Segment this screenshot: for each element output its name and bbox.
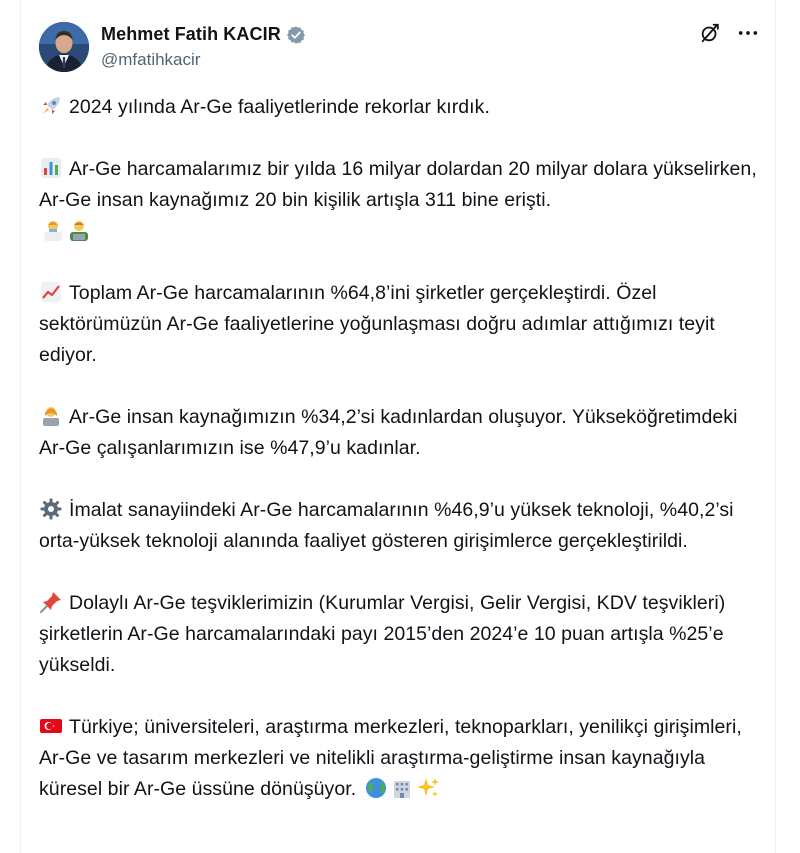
rocket-icon bbox=[39, 94, 63, 118]
woman-technologist-icon bbox=[39, 404, 63, 428]
post-card bbox=[20, 0, 776, 853]
paragraph-text: Türkiye; üniversiteleri, araştırma merkezleri, teknoparkları, yenilikçi girişimleri, Ar-Ge ve tasarım merkezleri ve nitelikli araştırma-geliştirme insan kaynağıyla küresel bir Ar-Ge üssüne dönüşüyor. bbox=[39, 716, 742, 800]
paragraph-text: Toplam Ar-Ge harcamalarının %64,8’ini şirketler gerçekleştirdi. Özel sektörümüzün Ar-Ge faaliyetlerine yoğunlaşması doğru adımlar attığımızı teyit ediyor. bbox=[39, 282, 715, 366]
gear-icon bbox=[39, 497, 63, 521]
chart-increasing-icon bbox=[39, 280, 63, 304]
avatar-image bbox=[39, 22, 89, 72]
author-handle[interactable]: @mfatihkacir bbox=[101, 50, 201, 69]
post-text bbox=[39, 92, 764, 836]
paragraph-incentives bbox=[39, 588, 764, 681]
globe-icon bbox=[364, 776, 388, 800]
sparkles-icon bbox=[416, 776, 440, 800]
post-header bbox=[39, 22, 759, 78]
paragraph-women bbox=[39, 402, 764, 464]
paragraph-text: Dolaylı Ar-Ge teşviklerimizin (Kurumlar Vergisi, Gelir Vergisi, KDV teşvikleri) şirketlerin Ar-Ge harcamalarındaki payı 2015’den 2024’e 10 puan artışla %25’e yükseldi. bbox=[39, 592, 726, 676]
grok-icon[interactable] bbox=[699, 22, 721, 44]
verified-badge-icon bbox=[286, 25, 306, 45]
paragraph-turkiye bbox=[39, 712, 764, 805]
flag-turkey-icon bbox=[39, 714, 63, 738]
paragraph-companies bbox=[39, 278, 764, 371]
paragraph-records bbox=[39, 92, 764, 123]
paragraph-text: 2024 yılında Ar-Ge faaliyetlerinde rekorlar kırdık. bbox=[69, 96, 490, 118]
paragraph-text: Ar-Ge insan kaynağımızın %34,2’si kadınlardan oluşuyor. Yükseköğretimdeki Ar-Ge çalışanlarımızın ise %47,9’u kadınlar. bbox=[39, 406, 738, 459]
paragraph-manufacturing bbox=[39, 495, 764, 557]
pushpin-icon bbox=[39, 590, 63, 614]
paragraph-text: İmalat sanayiindeki Ar-Ge harcamalarının %46,9’u yüksek teknoloji, %40,2’si orta-yüksek teknoloji alanında faaliyet gösteren girişimlerce gerçekleştirildi. bbox=[39, 499, 734, 552]
name-row bbox=[101, 24, 306, 45]
more-options-icon[interactable] bbox=[737, 22, 759, 44]
technologist-icon bbox=[67, 218, 91, 242]
author-name[interactable]: Mehmet Fatih KACIR bbox=[101, 24, 281, 44]
avatar[interactable] bbox=[39, 22, 89, 72]
woman-scientist-icon bbox=[41, 218, 65, 242]
office-building-icon bbox=[390, 776, 414, 800]
header-actions bbox=[699, 22, 759, 44]
paragraph-spending bbox=[39, 154, 764, 247]
bar-chart-icon bbox=[39, 156, 63, 180]
paragraph-text: Ar-Ge harcamalarımız bir yılda 16 milyar dolardan 20 milyar dolara yükselirken, Ar-Ge insan kaynağımız 20 bin kişilik artışla 311 bine erişti. bbox=[39, 158, 757, 211]
